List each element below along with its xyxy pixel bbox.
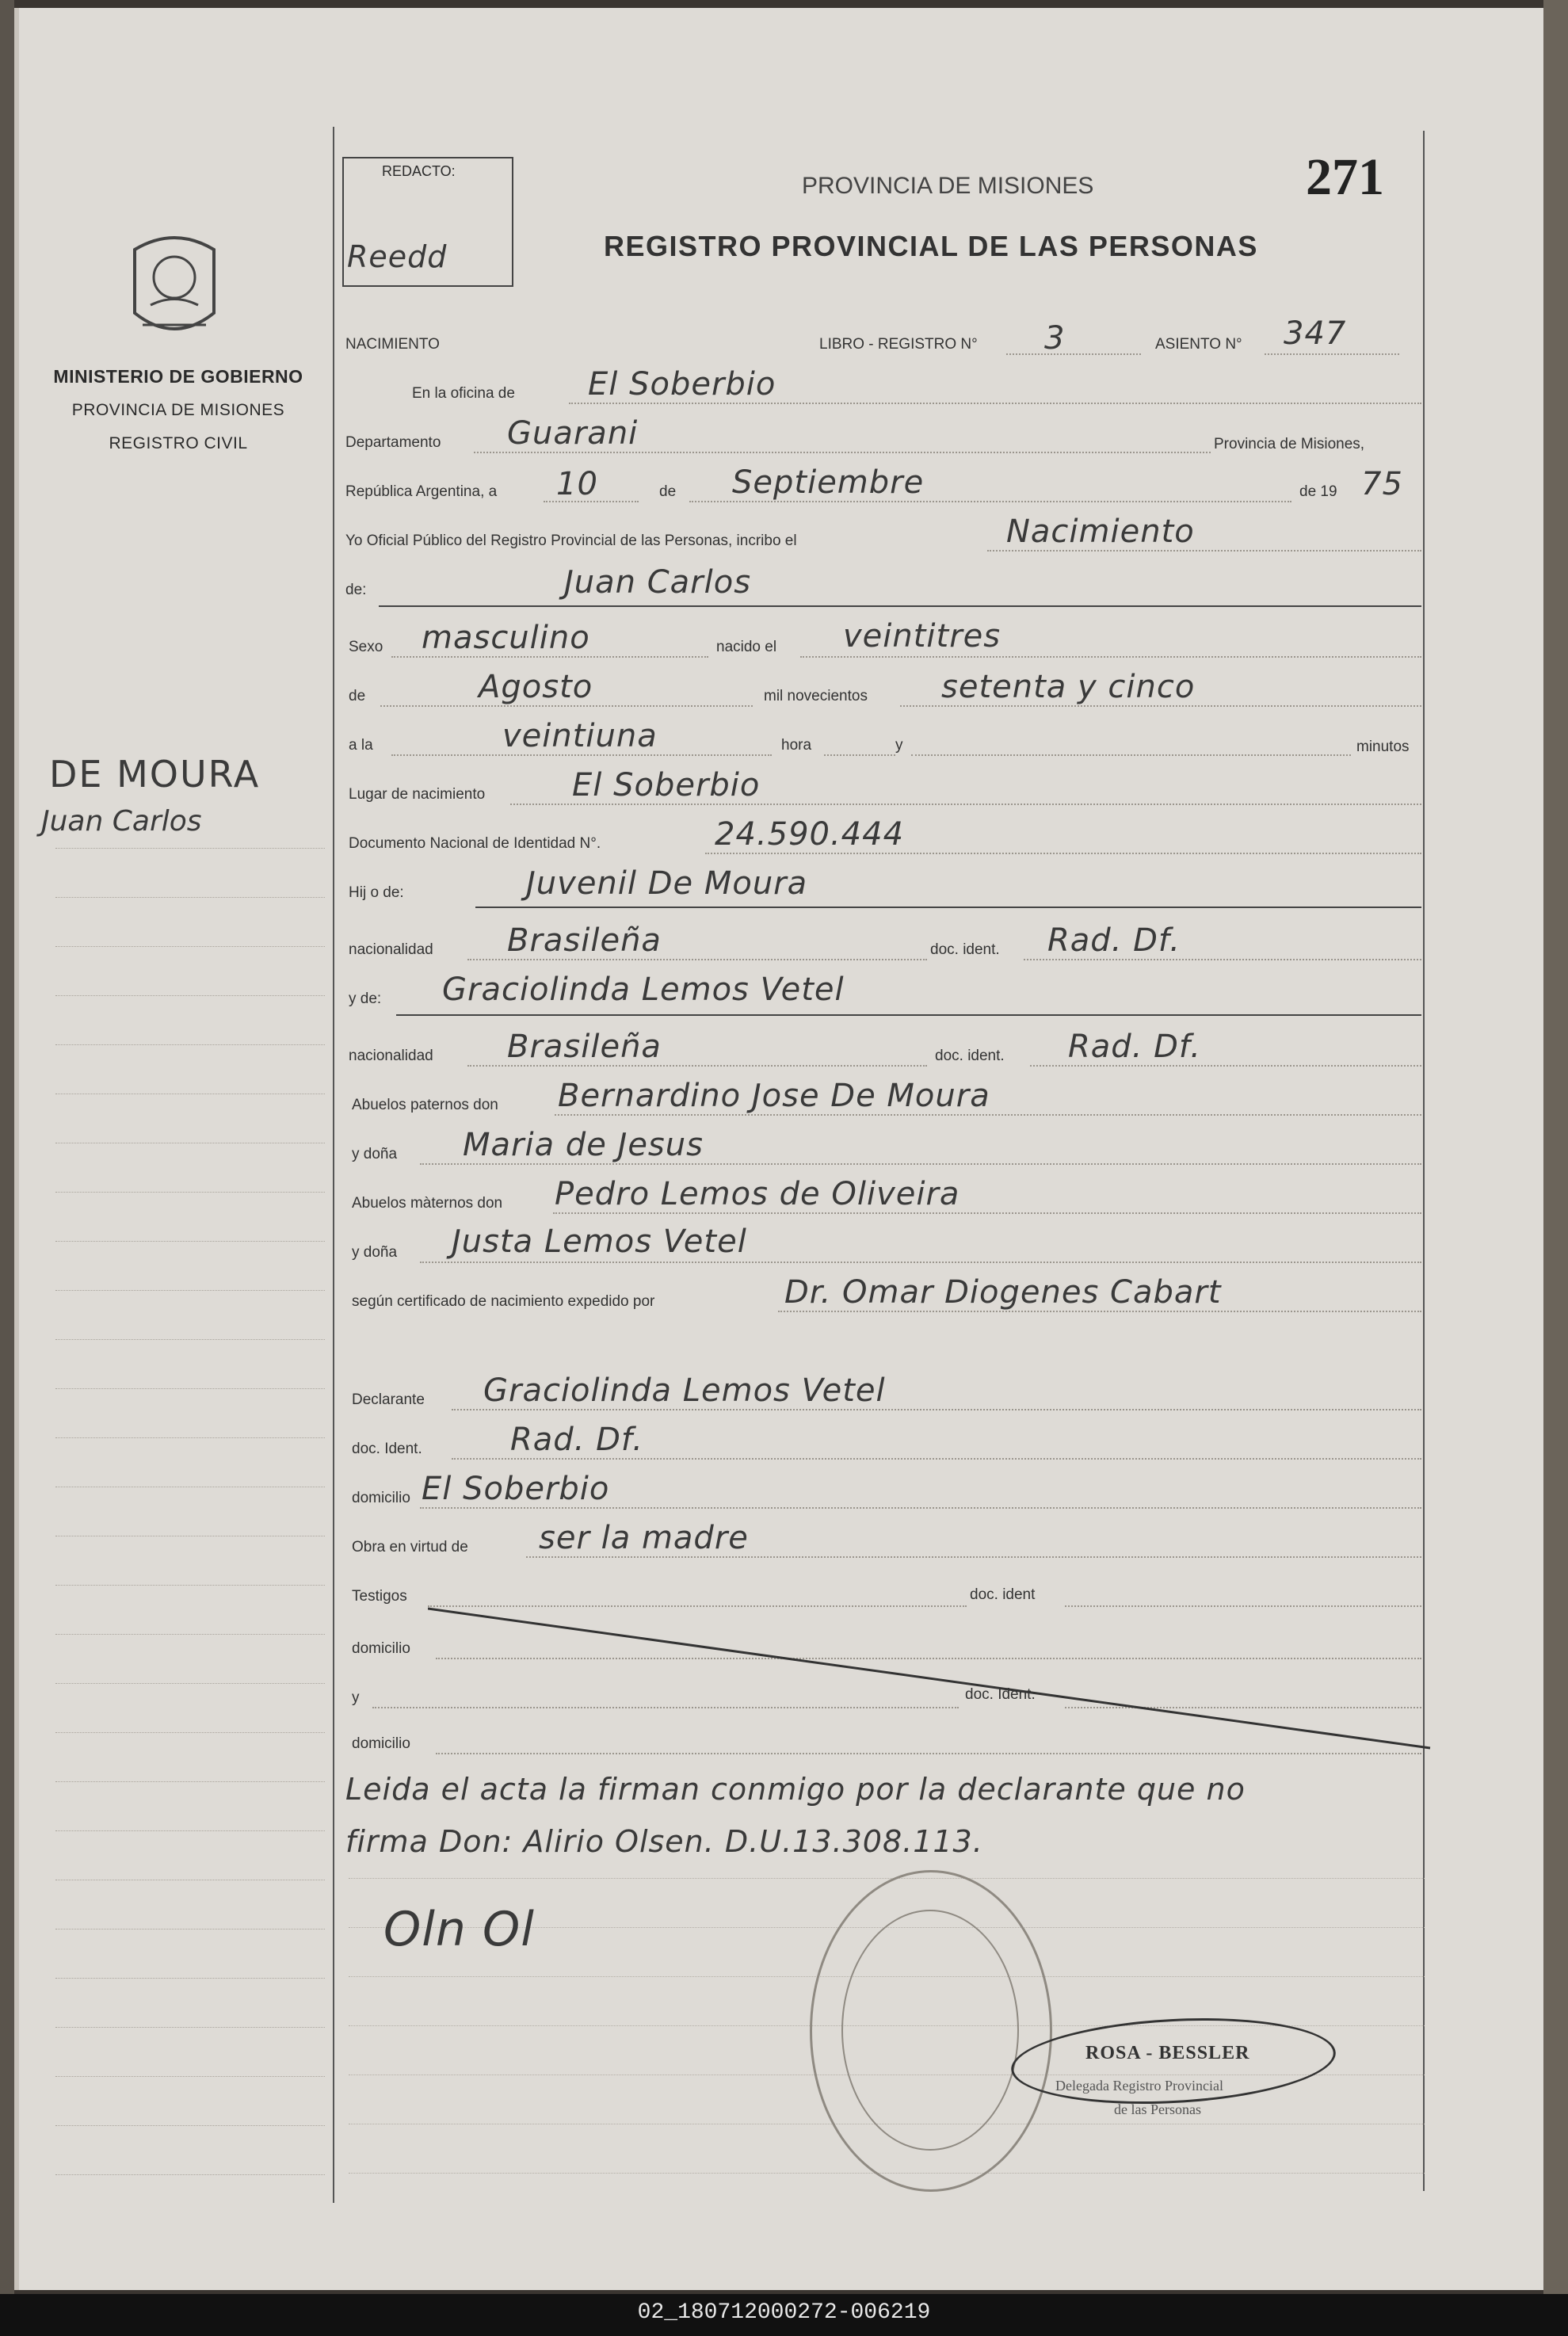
- dni-value: 24.590.444: [715, 816, 905, 853]
- obra-value: ser la madre: [539, 1520, 749, 1556]
- dni-label: Documento Nacional de Identidad N°.: [349, 835, 601, 852]
- de-label: de: [659, 483, 677, 500]
- hora-label: hora: [781, 737, 812, 754]
- margin-ruled-line: [55, 1585, 325, 1586]
- nacido-value: veintitres: [843, 618, 1001, 655]
- hijo-label: Hij o de:: [349, 884, 404, 901]
- margin-ruled-line: [55, 1978, 325, 1979]
- domicilio-test2-label: domicilio: [352, 1735, 410, 1752]
- margin-ruled-line: [55, 1388, 325, 1389]
- ab-mat-value: Pedro Lemos de Oliveira: [555, 1176, 960, 1212]
- margin-ruled-line: [55, 1830, 325, 1831]
- acto-dots: [987, 550, 1421, 552]
- acto-value: Nacimiento: [1006, 513, 1195, 550]
- left-frame-line: [333, 127, 334, 2203]
- domicilio-value: El Soberbio: [422, 1471, 610, 1507]
- anio-nac-value: setenta y cinco: [941, 669, 1196, 705]
- nombre-line: [379, 605, 1421, 607]
- anio-nac-dots: [900, 705, 1421, 707]
- ab-pat-label: Abuelos paternos don: [352, 1097, 498, 1113]
- mes-dots: [689, 501, 1291, 502]
- ministry-line3: REGISTRO CIVIL: [109, 434, 248, 452]
- book-binding: [0, 0, 14, 2298]
- lugar-value: El Soberbio: [572, 767, 761, 803]
- main-ruled-line: [349, 1878, 1425, 1879]
- domicilio-dots: [420, 1507, 1421, 1509]
- ydona-mat-label: y doña: [352, 1244, 398, 1261]
- image-code: 02_180712000272-006219: [637, 2300, 931, 2325]
- doc-padre-dots: [1024, 959, 1421, 960]
- departamento-value: Guarani: [507, 415, 639, 452]
- docident-madre-label: doc. ident.: [935, 1048, 1005, 1064]
- nacimiento-label: NACIMIENTO: [345, 336, 440, 353]
- testigos-strike-line: [428, 1593, 1434, 1751]
- doc-padre-value: Rad. Df.: [1047, 922, 1181, 959]
- cierre-line2: firma Don: Alirio Olsen. D.U.13.308.113.: [345, 1824, 983, 1859]
- obra-dots: [526, 1556, 1421, 1558]
- docident-padre-label: doc. ident.: [930, 941, 1000, 958]
- margin-ruled-line: [55, 995, 325, 996]
- registry-title: REGISTRO PROVINCIAL DE LAS PERSONAS: [604, 230, 1258, 262]
- margin-ruled-line: [55, 1044, 325, 1045]
- margin-ruled-line: [55, 1683, 325, 1684]
- margin-ruled-line: [55, 1781, 325, 1782]
- declarante-label: Declarante: [352, 1391, 425, 1408]
- doc-decl-dots: [452, 1458, 1421, 1460]
- margin-ruled-line: [55, 1290, 325, 1291]
- domicilio-test1-label: domicilio: [352, 1640, 410, 1657]
- ab-pat-dots: [555, 1114, 1421, 1116]
- republica-label: República Argentina, a: [345, 483, 498, 500]
- docident-test1-label: doc. ident: [970, 1586, 1036, 1603]
- oficina-label: En la oficina de: [412, 385, 515, 402]
- margin-ruled-line: [55, 897, 325, 898]
- docident-test2-label: doc. Ident.: [965, 1686, 1036, 1703]
- asiento-label: ASIENTO N°: [1155, 336, 1242, 353]
- minutos-label: minutos: [1356, 739, 1410, 755]
- page-number: 271: [1306, 148, 1384, 206]
- ab-pat-value: Bernardino Jose De Moura: [558, 1078, 990, 1114]
- docident-decl-label: doc. Ident.: [352, 1441, 422, 1457]
- libro-value: 3: [1044, 320, 1066, 357]
- margin-given-names: Juan Carlos: [41, 805, 202, 838]
- margin-ruled-line: [55, 1634, 325, 1635]
- anio-label: de 19: [1299, 483, 1337, 500]
- ministry-line2: PROVINCIA DE MISIONES: [71, 401, 285, 419]
- ministry-line1: MINISTERIO DE GOBIERNO: [53, 366, 303, 387]
- madre-line: [396, 1014, 1421, 1016]
- redacto-initials: Reedd: [347, 239, 448, 274]
- cert-dots: [778, 1311, 1421, 1312]
- nac-padre-value: Brasileña: [507, 922, 662, 959]
- hora-dots: [391, 754, 772, 756]
- ab-mat2-dots: [420, 1262, 1421, 1263]
- minutos-dots: [911, 754, 1351, 756]
- margin-ruled-line: [55, 2125, 325, 2126]
- margin-ruled-line: [55, 946, 325, 947]
- declarante-dots: [452, 1409, 1421, 1410]
- doc-madre-dots: [1030, 1065, 1421, 1067]
- dni-dots: [705, 853, 1421, 854]
- signature: Oln Ol: [383, 1902, 535, 1957]
- domicilio-label: domicilio: [352, 1490, 410, 1506]
- sexo-label: Sexo: [349, 639, 383, 655]
- provincia-label: Provincia de Misiones,: [1214, 436, 1365, 452]
- margin-ruled-line: [55, 2174, 325, 2175]
- declarante-value: Graciolinda Lemos Vetel: [483, 1372, 886, 1409]
- oval-stamp-line2: Delegada Registro Provincial: [1055, 2078, 1223, 2094]
- province-crest-icon: [119, 226, 230, 353]
- domicilio-test2-dots: [436, 1753, 1421, 1754]
- a-la-label: a la: [349, 737, 373, 754]
- cert-label: según certificado de nacimiento expedido por: [352, 1293, 655, 1310]
- province-title: PROVINCIA DE MISIONES: [802, 173, 1094, 199]
- ab-mat-dots: [553, 1212, 1421, 1214]
- margin-ruled-line: [55, 1339, 325, 1340]
- ab-pat2-value: Maria de Jesus: [463, 1127, 704, 1163]
- hora-dots2: [824, 754, 895, 756]
- nac-madre-label: nacionalidad: [349, 1048, 433, 1064]
- mes-nac-dots: [380, 705, 753, 707]
- nac-madre-value: Brasileña: [507, 1029, 662, 1065]
- margin-ruled-line: [55, 848, 325, 849]
- page-edge: [1543, 0, 1568, 2298]
- anio-value: 75: [1361, 466, 1403, 502]
- nac-padre-dots: [467, 959, 927, 960]
- departamento-dots: [474, 452, 1211, 453]
- doc-madre-value: Rad. Df.: [1068, 1029, 1202, 1065]
- margin-ruled-line: [55, 1732, 325, 1733]
- libro-dots: [1006, 353, 1141, 355]
- margin-ruled-line: [55, 1192, 325, 1193]
- asiento-value: 347: [1284, 315, 1347, 352]
- nacido-label: nacido el: [716, 639, 777, 655]
- testigos-label: Testigos: [352, 1588, 407, 1605]
- nacido-dots: [800, 656, 1421, 658]
- padre-value: Juvenil De Moura: [526, 865, 808, 902]
- ab-mat-label: Abuelos màternos don: [352, 1195, 503, 1212]
- mil-label: mil novecientos: [764, 688, 868, 704]
- margin-ruled-line: [55, 1437, 325, 1438]
- lugar-label: Lugar de nacimiento: [349, 786, 486, 803]
- nac-madre-dots: [467, 1065, 927, 1067]
- y-label: y: [895, 737, 903, 754]
- cert-value: Dr. Omar Diogenes Cabart: [784, 1274, 1222, 1311]
- right-frame-line: [1423, 131, 1425, 2191]
- hora-value: veintiuna: [502, 718, 658, 754]
- lugar-dots: [510, 803, 1421, 805]
- margin-ruled-line: [55, 2076, 325, 2077]
- y2-label: y: [352, 1689, 360, 1706]
- round-stamp-inner: [841, 1910, 1019, 2151]
- oval-stamp-line3: de las Personas: [1114, 2101, 1201, 2117]
- departamento-label: Departamento: [345, 434, 441, 451]
- sexo-dots: [391, 656, 708, 658]
- oficina-dots: [569, 403, 1421, 404]
- oval-stamp-name: ROSA - BESSLER: [1085, 2043, 1250, 2063]
- oficina-value: El Soberbio: [588, 366, 776, 403]
- redacto-label: REDACTO:: [382, 163, 456, 179]
- doc-decl-value: Rad. Df.: [510, 1422, 644, 1458]
- nombre-value: Juan Carlos: [564, 564, 752, 601]
- de-nombre-label: de:: [345, 582, 367, 598]
- margin-surname: DE MOURA: [49, 753, 261, 796]
- oficial-label: Yo Oficial Público del Registro Provincial de las Personas, incribo el: [345, 532, 797, 549]
- de2-label: de: [349, 688, 366, 704]
- padre-line: [475, 907, 1421, 908]
- madre-value: Graciolinda Lemos Vetel: [442, 971, 845, 1008]
- sexo-value: masculino: [422, 620, 590, 656]
- cierre-line1: Leida el acta la firman conmigo por la declarante que no: [345, 1772, 1246, 1807]
- ydona-pat-label: y doña: [352, 1146, 398, 1162]
- mes-nac-value: Agosto: [479, 669, 593, 705]
- yde-label: y de:: [349, 991, 382, 1007]
- margin-ruled-line: [55, 1241, 325, 1242]
- margin-ruled-line: [55, 2027, 325, 2028]
- obra-label: Obra en virtud de: [352, 1539, 468, 1555]
- ab-pat2-dots: [420, 1163, 1421, 1165]
- mes-value: Septiembre: [732, 464, 925, 501]
- dia-value: 10: [556, 466, 598, 502]
- nac-padre-label: nacionalidad: [349, 941, 433, 958]
- ab-mat2-value: Justa Lemos Vetel: [452, 1223, 747, 1260]
- libro-label: LIBRO - REGISTRO N°: [819, 336, 978, 353]
- asiento-dots: [1265, 353, 1399, 355]
